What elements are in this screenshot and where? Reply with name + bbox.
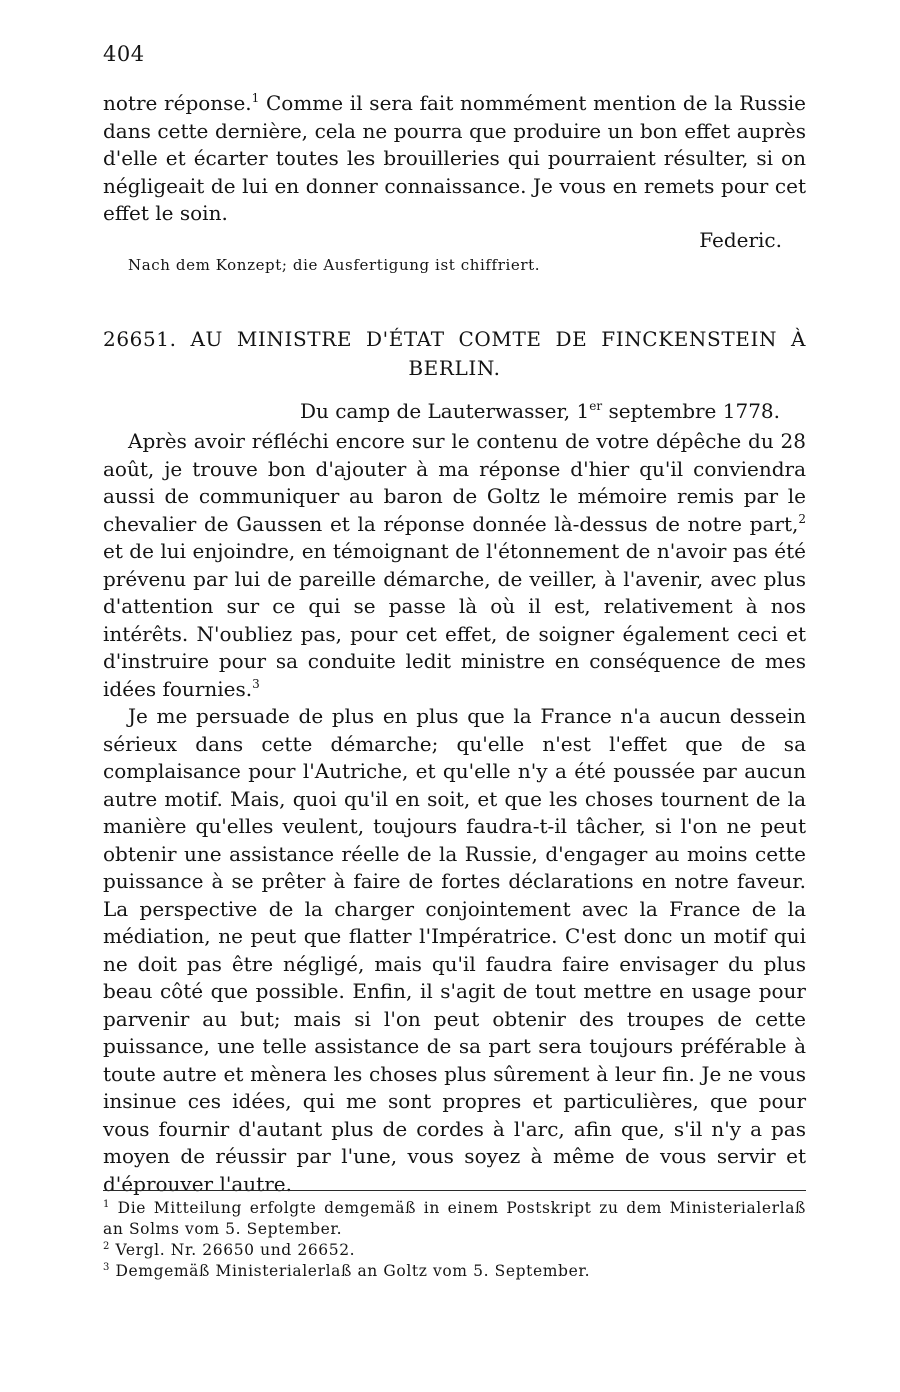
dateline-sup: er — [589, 399, 603, 413]
footnote-3 — [103, 1261, 806, 1282]
dateline — [300, 398, 780, 425]
footnote-divider — [103, 1190, 806, 1191]
footnote-1-text: Die Mitteilung erfolgte demgemäß in einem Postskript zu dem Ministerialerlaß an Solms vom 5. September. — [103, 1199, 806, 1238]
footnote-2 — [103, 1240, 806, 1261]
footnotes — [103, 1198, 806, 1282]
letter-heading — [103, 325, 806, 383]
dateline-text: Du camp de Lauterwasser, 1 — [300, 399, 590, 423]
heading-line-2: BERLIN. — [408, 356, 501, 380]
footnote-ref-1[interactable]: 1 — [251, 91, 260, 105]
footnote-2-text: Vergl. Nr. 26650 und 26652. — [109, 1241, 356, 1259]
source-note: Nach dem Konzept; die Ausfertigung ist chiffriert. — [128, 256, 541, 274]
paragraph-2: Je me persuade de plus en plus que la France n'a aucun dessein sérieux dans cette démarche; qu'elle n'est l'effet que de sa complaisance pour l'Autriche, et qu'elle n'y a été poussée par aucun autre motif. Mais, quoi qu'il en soit, et que les choses tournent de la manière qu'elles veulent, toujours faudra-t-il tâcher, si l'on ne peut obtenir une assistance réelle de la Russie, d'engager au moins cette puissance à se prêter à faire de fortes déclarations en notre faveur. La perspective de la charger conjointement avec la France de la médiation, ne peut que flatter l'Impératrice. C'est donc un motif qui ne doit pas être négligé, mais qu'il faudra faire envisager du plus beau côté que possible. Enfin, il s'agit de tout mettre en usage pour parvenir au but; mais si l'on peut obtenir des troupes de cette puissance, une telle assistance de sa part sera toujours préférable à toute autre et mènera les choses plus sûrement à leur fin. Je ne vous insinue ces idées, qui me sont propres et particulières, que pour vous fournir d'autant plus de cordes à l'arc, afin que, s'il n'y a pas moyen de réussir par l'une, vous soyez à même de vous servir et d'éprouver l'autre. — [103, 704, 806, 1196]
footnote-1-number: 1 — [103, 1199, 110, 1210]
signature: Federic. — [699, 228, 782, 252]
footnote-ref-3[interactable]: 3 — [252, 676, 260, 691]
footnote-3-text: Demgemäß Ministerialerlaß an Goltz vom 5. September. — [109, 1262, 591, 1280]
footnote-2-number: 2 — [103, 1241, 110, 1252]
page-number: 404 — [103, 42, 145, 66]
footnote-3-number: 3 — [103, 1262, 110, 1273]
letter-ending-text: notre réponse. — [103, 91, 252, 115]
paragraph-1-text-cont: et de lui enjoindre, en témoignant de l'étonnement de n'avoir pas été prévenu par lui de pareille démarche, de veiller, à l'avenir, avec plus d'attention sur ce qui se passe là où il est, relativement à nos intérêts. N'oubliez pas, pour cet effet, de soigner également ceci et d'instruire pour sa conduite ledit ministre en conséquence de mes idées fournies. — [103, 539, 806, 701]
footnote-1 — [103, 1198, 806, 1240]
paragraph-1-text: Après avoir réfléchi encore sur le contenu de votre dépêche du 28 août, je trouve bon d'ajouter à ma réponse d'hier qu'il conviendra aussi de communiquer au baron de Goltz le mémoire remis par le chevalier de Gaussen et la réponse donnée là-dessus de notre part, — [103, 429, 806, 536]
letter-ending-text-cont: Comme il sera fait nommément mention de la Russie dans cette dernière, cela ne pourra que produire un bon effet auprès d'elle et écarter toutes les brouilleries qui pourraient résulter, si on négligeait de lui en donner connaissance. Je vous en remets pour cet effet le soin. — [103, 91, 806, 225]
letter-ending — [103, 90, 806, 228]
footnote-ref-2[interactable]: 2 — [798, 511, 806, 526]
heading-line-1: 26651. AU MINISTRE D'ÉTAT COMTE DE FINCKENSTEIN À — [103, 327, 806, 351]
paragraph-1 — [103, 428, 806, 703]
letter-body — [103, 428, 806, 1198]
dateline-rest: septembre 1778. — [602, 399, 781, 423]
